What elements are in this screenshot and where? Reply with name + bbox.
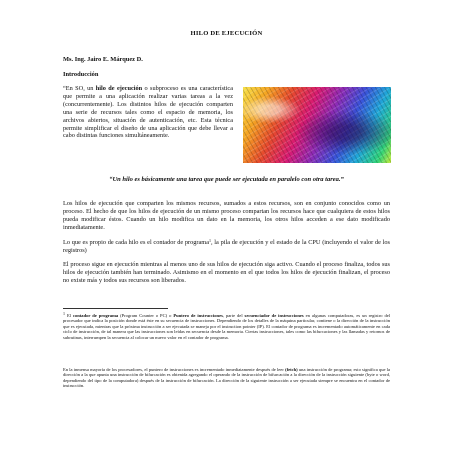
footnote-marker: 1 xyxy=(63,311,65,316)
document-title: HILO DE EJECUCIÓN xyxy=(190,30,263,37)
intro-term: hilo de ejecución xyxy=(95,85,143,92)
footnote-continuation: En la inmensa mayoría de los procesadores, el puntero de instrucciones es incrementado inmediatamente después de leer (fetch) una instrucción de programa; esto significa que la dirección a la que apunta una instrucción de bifurcación es obtenida agregando el operando de la instrucción de bifurcación a la dirección de la instrucción siguiente (byte o word, dependiendo del tipo de la computadora) después de la instrucción de bifurcación. La dirección de la siguiente instrucción a ser ejecutada siempre se encuentra en el contador de instrucción. xyxy=(63,367,390,389)
body-paragraph-2 xyxy=(63,239,390,255)
paragraph-2-text-rest: , la pila de ejecución y el estado de la CPU (incluyendo el valor de los registros) xyxy=(63,239,390,254)
footnote-1: $^1$ El contador de programa (Program Counter o PC) o Puntero de instrucciones, parte del secuenciador de instrucciones en algunas computadoras, es un registro del procesador que indica la posición donde está éste en su secuencia de instrucciones. Dependiendo de los detalles de la máquina particular, contiene o la dirección de la instrucción que es ejecutada, mientras que la próxima instrucción a ser ejecutada se maneja por el instruction pointer (IP). El contador de programa es incrementado automáticamente en cada ciclo de instrucción, de tal manera que las instrucciones son leídas en secuencia desde la memoria. Ciertas instrucciones, tales como las bifurcaciones y las llamadas y retornos de subrutinas, interrumpen la secuencia al colocar un nuevo valor en el contador de programa. xyxy=(63,311,390,340)
intro-text-start: “En SO, un xyxy=(63,85,96,92)
author-line: Ms. Ing. Jairo E. Márquez D. xyxy=(63,56,143,63)
pull-quote: “Un hilo es básicamente una tarea que puede ser ejecutada en paralelo con otra tarea.” xyxy=(109,176,344,183)
paragraph-2-text: Lo que es propio de cada hilo es el contador de programa xyxy=(63,239,209,246)
colorful-threads-image xyxy=(243,87,391,163)
body-paragraph-3: El proceso sigue en ejecución mientras al menos uno de sus hilos de ejecución siga activo. Cuando el proceso finaliza, todos sus hilos de ejecución también han terminado. Asimismo en el momento en el que todos los hilos de ejecución finalizan, el proceso no existe más y todos sus recursos son liberados. xyxy=(63,261,390,284)
intro-text-rest: o subproceso es una característica que permite a una aplicación realizar varias tareas a la vez (concurrentemente). Los distintos hilos de ejecución comparten una serie de recursos tales como el espacio de memoria, los archivos abiertos, situación de autenticación, etc. Esta técnica permite simplificar el diseño de una aplicación que debe llevar a cabo distintas funciones simultáneamente. xyxy=(63,85,233,140)
footnote-divider xyxy=(63,308,168,309)
footnote-reference: 1 xyxy=(209,238,211,243)
body-paragraph-1: Los hilos de ejecución que comparten los mismos recursos, sumados a estos recursos, son en conjunto conocidos como un proceso. El hecho de que los hilos de ejecución de un mismo proceso compartan los recursos hace que cualquiera de estos hilos pueda modificar éstos. Cuando un hilo modifica un dato en la memoria, los otros hilos acceden a ese dato modificado inmediatamente. xyxy=(63,200,390,231)
section-heading: Introducción xyxy=(63,71,99,78)
intro-paragraph xyxy=(63,85,233,140)
